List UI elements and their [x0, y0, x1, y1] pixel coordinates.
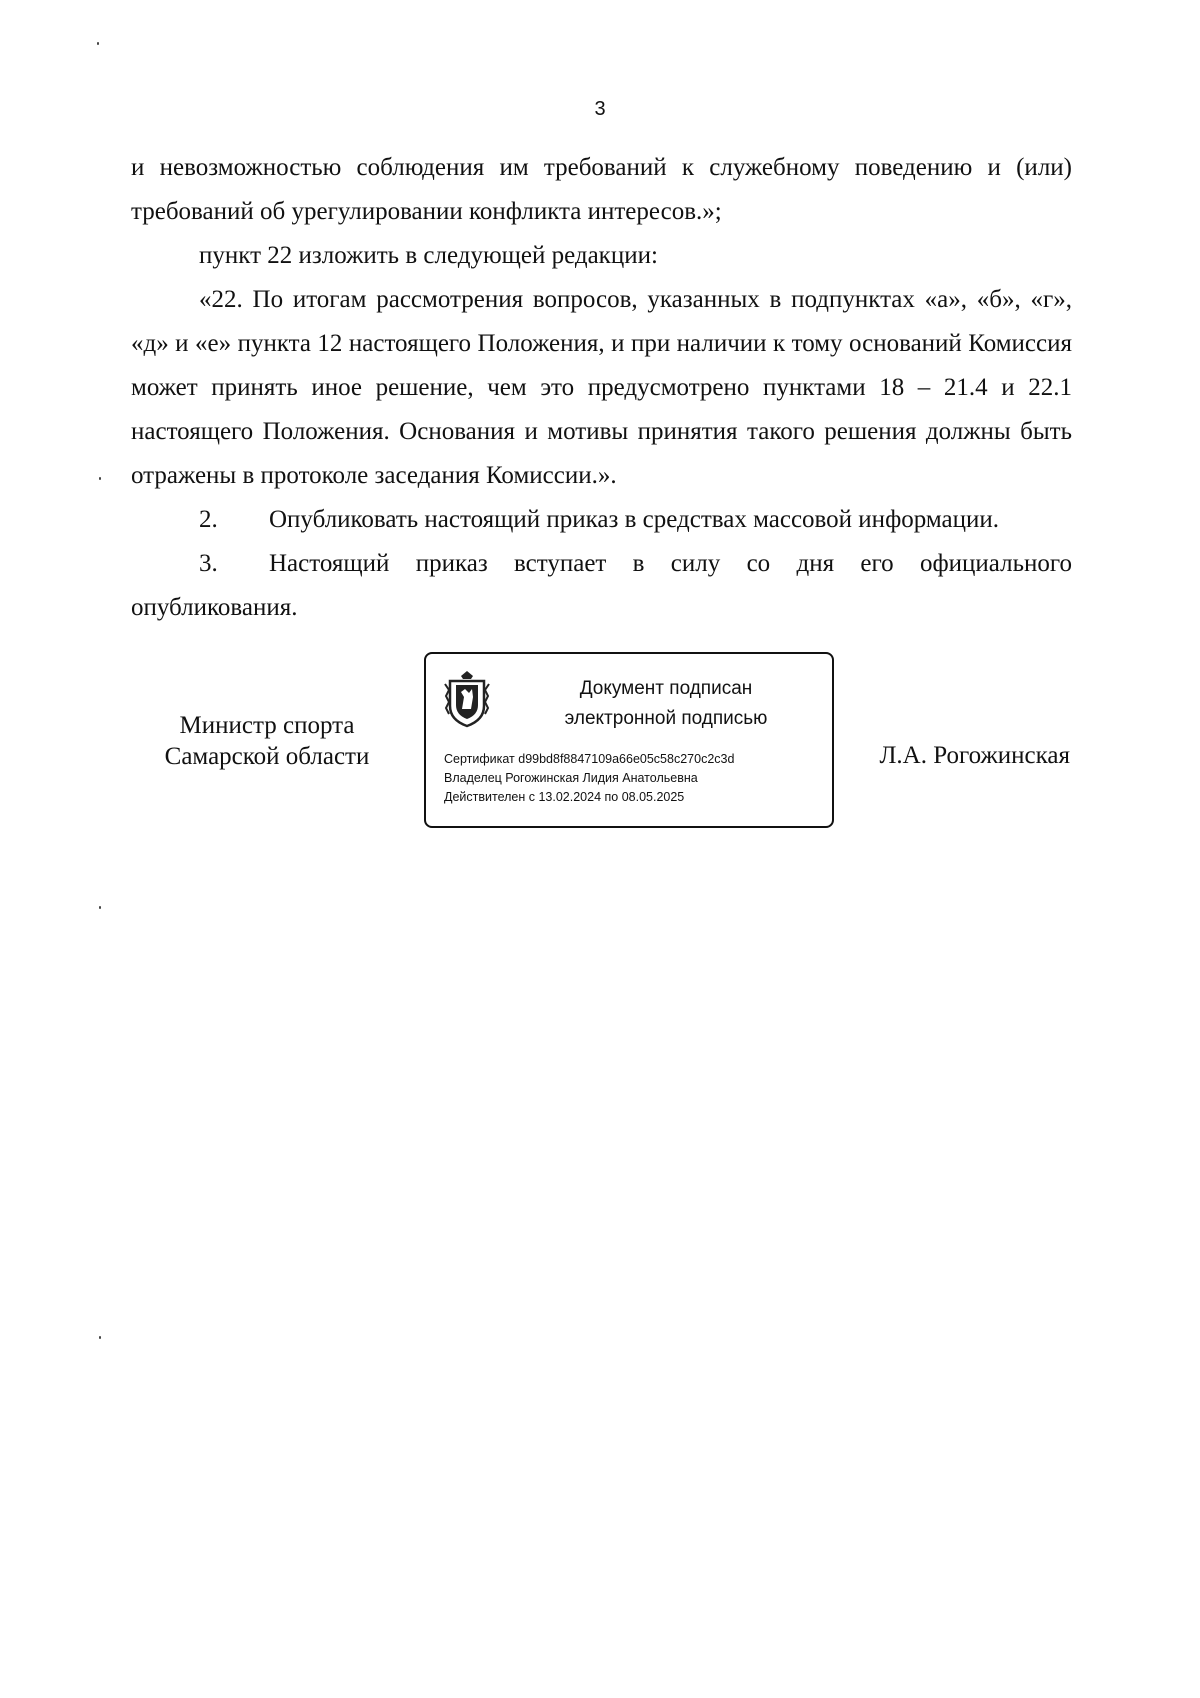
- document-body: [131, 146, 1072, 630]
- signer-position: [152, 710, 382, 772]
- scan-mark: [99, 477, 101, 480]
- item-text: Настоящий приказ вступает в силу со дня его официального: [269, 550, 1072, 577]
- stamp-details: [444, 750, 824, 807]
- scan-mark: [99, 906, 101, 909]
- scan-mark: [97, 42, 99, 45]
- certificate-owner: Владелец Рогожинская Лидия Анатольевна: [444, 771, 698, 785]
- electronic-signature-stamp: [424, 652, 834, 828]
- certificate-number: Сертификат d99bd8f8847109a66e05c58c270c2c3d: [444, 752, 735, 766]
- signer-position-line: Министр спорта: [179, 712, 355, 739]
- certificate-validity: Действителен с 13.02.2024 по 08.05.2025: [444, 790, 685, 804]
- item-text: Опубликовать настоящий приказ в средствах массовой информации.: [269, 506, 1000, 533]
- numbered-item-2: [131, 498, 1072, 542]
- signer-name: Л.А. Рогожинская: [879, 742, 1070, 769]
- stamp-heading-line: электронной подписью: [564, 708, 768, 729]
- paragraph-clause-22: «22. По итогам рассмотрения вопросов, указанных в подпунктах «а», «б», «г», «д» и «е» пункта 12 настоящего Положения, и при наличии к тому оснований Комиссия может принять иное решение, чем это предусмотрено пунктами 18 – 21.4 и 22.1 настоящего Положения. Основания и мотивы принятия такого решения должны быть отражены в протоколе заседания Комиссии.».: [131, 286, 1072, 489]
- coat-of-arms-icon: [442, 670, 492, 730]
- scan-mark: [99, 1336, 101, 1339]
- item-number: 2.: [199, 506, 218, 533]
- paragraph-continuation-end: требований об урегулировании конфликта интересов.»;: [131, 198, 722, 225]
- signer-position-line: Самарской области: [164, 743, 370, 770]
- numbered-item-3: [131, 542, 1072, 586]
- paragraph-instruction: пункт 22 изложить в следующей редакции:: [199, 242, 658, 269]
- paragraph-continuation-line: и невозможностью соблюдения им требований к служебному поведению и (или): [131, 154, 1072, 181]
- item-text-continuation: опубликования.: [131, 594, 298, 621]
- stamp-heading-line: Документ подписан: [579, 678, 753, 699]
- item-number: 3.: [199, 550, 218, 577]
- stamp-heading: [526, 674, 806, 734]
- page-number: 3: [594, 98, 606, 120]
